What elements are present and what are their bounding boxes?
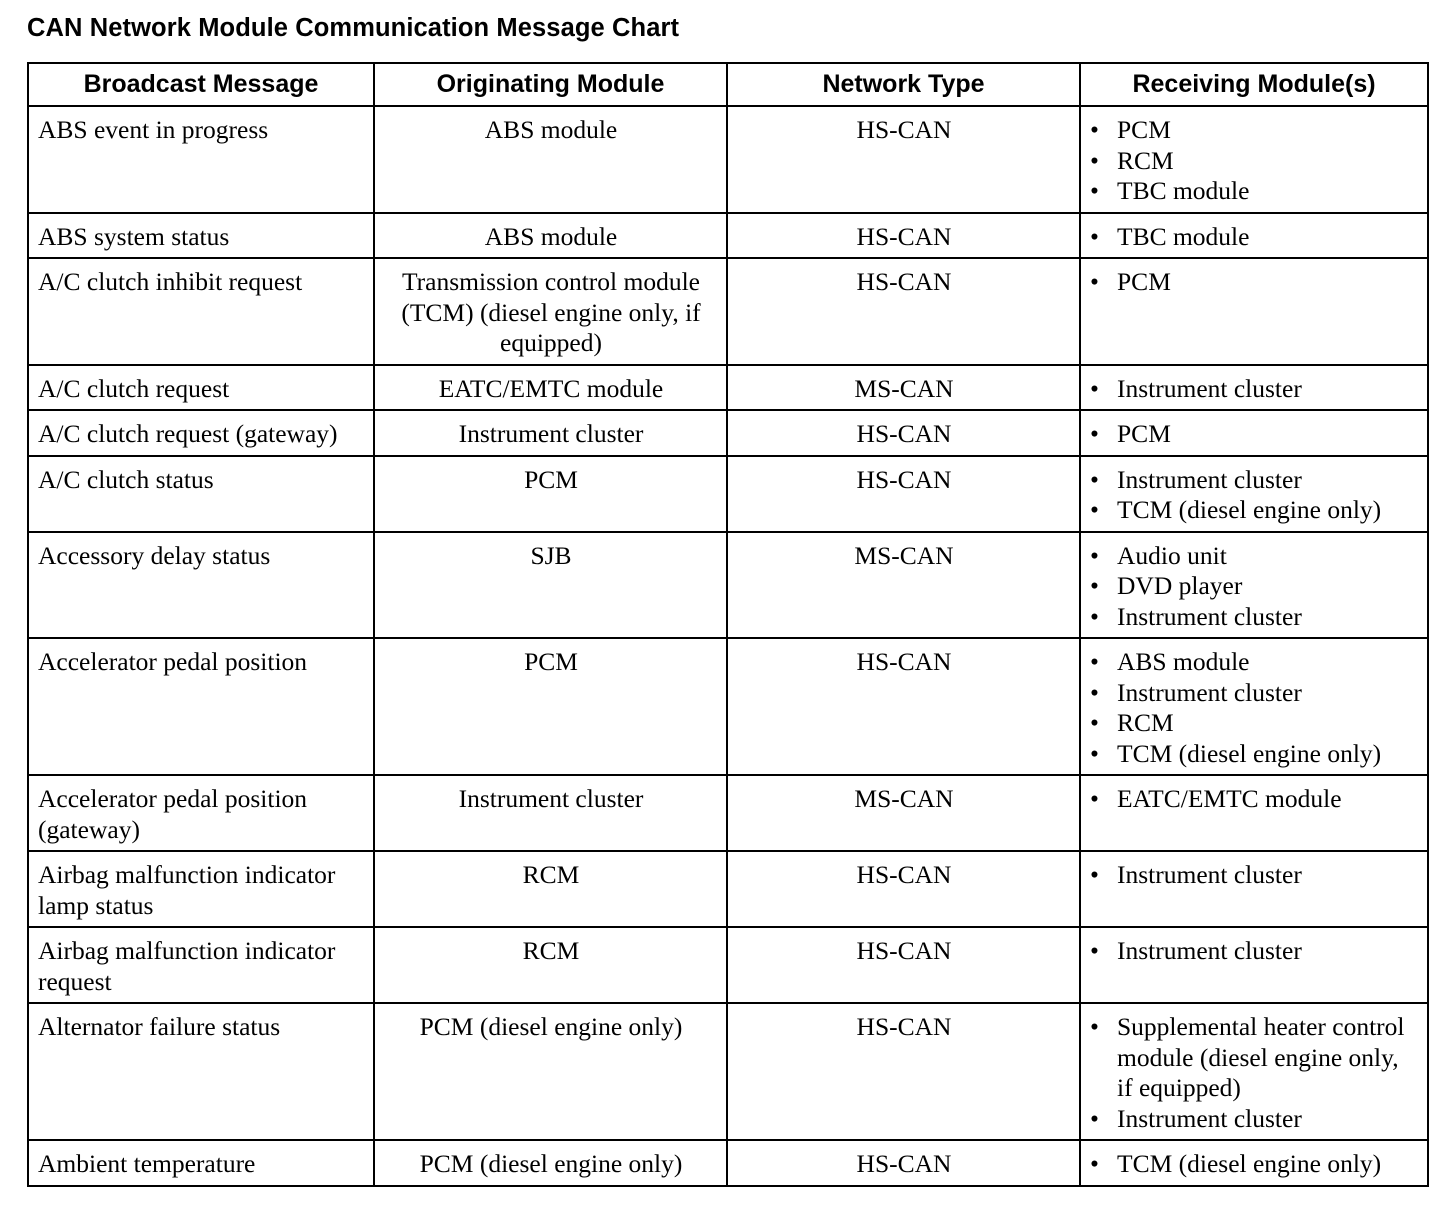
receiving-modules-list [1090, 419, 1419, 450]
table-row [28, 258, 1428, 365]
table-row [28, 213, 1428, 259]
bullet-icon: • [1090, 647, 1099, 676]
broadcast-message-cell: Accelerator pedal position (gateway) [28, 775, 374, 851]
receiving-modules-list [1090, 465, 1419, 526]
header-row [28, 63, 1428, 106]
receiving-module-name: RCM [1117, 145, 1174, 175]
receiving-module-name: Instrument cluster [1117, 601, 1302, 631]
broadcast-message-cell: Airbag malfunction indicator lamp status [28, 851, 374, 927]
receiving-module-name: DVD player [1117, 571, 1243, 600]
broadcast-message-cell: Accelerator pedal position [28, 638, 374, 775]
bullet-icon: • [1090, 373, 1099, 403]
receiving-module-name: PCM [1117, 115, 1171, 144]
list-item [1090, 222, 1419, 253]
table-row [28, 1003, 1428, 1140]
network-type-cell: HS-CAN [727, 1003, 1080, 1140]
originating-module-cell: PCM [374, 456, 727, 532]
network-type-cell: HS-CAN [727, 410, 1080, 456]
list-item [1090, 678, 1419, 709]
originating-module-cell: Instrument cluster [374, 410, 727, 456]
receiving-module-name: ABS module [1117, 647, 1250, 676]
list-item [1090, 784, 1419, 815]
originating-module-cell: ABS module [374, 213, 727, 259]
table-row [28, 1140, 1428, 1186]
receiving-module-name: TBC module [1117, 221, 1250, 251]
broadcast-message-cell: A/C clutch request (gateway) [28, 410, 374, 456]
bullet-icon: • [1090, 176, 1099, 205]
receiving-modules-cell [1080, 1140, 1428, 1186]
header-receiving-modules: Receiving Module(s) [1080, 63, 1428, 106]
list-item [1090, 860, 1419, 891]
table-row [28, 775, 1428, 851]
bullet-icon: • [1090, 738, 1099, 768]
table-row [28, 410, 1428, 456]
message-chart-table [27, 62, 1429, 1187]
bullet-icon: • [1090, 540, 1099, 570]
list-item [1090, 374, 1419, 405]
originating-module-cell: PCM (diesel engine only) [374, 1140, 727, 1186]
receiving-module-name: Supplemental heater control module (diesel engine only, if equipped) [1117, 1012, 1405, 1102]
list-item [1090, 1149, 1419, 1180]
list-item [1090, 708, 1419, 739]
bullet-icon: • [1090, 1012, 1099, 1041]
list-item [1090, 571, 1419, 602]
receiving-modules-list [1090, 1012, 1419, 1134]
receiving-module-name: Audio unit [1117, 540, 1227, 570]
receiving-module-name: RCM [1117, 708, 1174, 737]
bullet-icon: • [1090, 571, 1099, 600]
list-item [1090, 267, 1419, 298]
list-item [1090, 115, 1419, 146]
list-item [1090, 647, 1419, 678]
broadcast-message-cell: ABS system status [28, 213, 374, 259]
bullet-icon: • [1090, 860, 1099, 889]
receiving-module-name: EATC/EMTC module [1117, 784, 1342, 813]
header-network-type: Network Type [727, 63, 1080, 106]
receiving-modules-cell [1080, 1003, 1428, 1140]
bullet-icon: • [1090, 1149, 1099, 1178]
bullet-icon: • [1090, 495, 1099, 524]
table-row [28, 927, 1428, 1003]
receiving-modules-list [1090, 936, 1419, 967]
receiving-modules-cell [1080, 258, 1428, 365]
table-body [28, 106, 1428, 1186]
receiving-modules-cell [1080, 456, 1428, 532]
originating-module-cell: SJB [374, 532, 727, 639]
network-type-cell: HS-CAN [727, 1140, 1080, 1186]
header-broadcast-message: Broadcast Message [28, 63, 374, 106]
network-type-cell: MS-CAN [727, 532, 1080, 639]
receiving-module-name: Instrument cluster [1117, 373, 1302, 403]
network-type-cell: HS-CAN [727, 456, 1080, 532]
page-title: CAN Network Module Communication Message Chart [27, 14, 680, 42]
bullet-icon: • [1090, 267, 1099, 296]
receiving-modules-cell [1080, 410, 1428, 456]
network-type-cell: HS-CAN [727, 106, 1080, 213]
receiving-modules-cell [1080, 365, 1428, 411]
list-item [1090, 739, 1419, 770]
table-row [28, 851, 1428, 927]
receiving-modules-list [1090, 784, 1419, 815]
receiving-modules-cell [1080, 927, 1428, 1003]
broadcast-message-cell: A/C clutch status [28, 456, 374, 532]
receiving-modules-list [1090, 222, 1419, 253]
list-item [1090, 936, 1419, 967]
receiving-modules-list [1090, 267, 1419, 298]
receiving-module-name: TCM (diesel engine only) [1117, 495, 1382, 524]
receiving-modules-cell [1080, 532, 1428, 639]
originating-module-cell: Transmission control module (TCM) (diesel engine only, if equipped) [374, 258, 727, 365]
originating-module-cell: PCM [374, 638, 727, 775]
list-item [1090, 419, 1419, 450]
receiving-module-name: TCM (diesel engine only) [1117, 738, 1382, 768]
bullet-icon: • [1090, 419, 1099, 448]
table-row [28, 365, 1428, 411]
receiving-modules-cell [1080, 775, 1428, 851]
table-row [28, 456, 1428, 532]
receiving-modules-cell [1080, 106, 1428, 213]
bullet-icon: • [1090, 464, 1099, 494]
receiving-modules-list [1090, 115, 1419, 207]
receiving-module-name: Instrument cluster [1117, 464, 1302, 494]
bullet-icon: • [1090, 936, 1099, 965]
receiving-modules-list [1090, 541, 1419, 633]
network-type-cell: HS-CAN [727, 638, 1080, 775]
bullet-icon: • [1090, 221, 1099, 251]
list-item [1090, 1104, 1419, 1135]
table-row [28, 532, 1428, 639]
broadcast-message-cell: Airbag malfunction indicator request [28, 927, 374, 1003]
receiving-module-name: PCM [1117, 267, 1171, 296]
network-type-cell: MS-CAN [727, 775, 1080, 851]
receiving-module-name: PCM [1117, 419, 1171, 448]
broadcast-message-cell: Ambient temperature [28, 1140, 374, 1186]
table-row [28, 638, 1428, 775]
list-item [1090, 146, 1419, 177]
receiving-modules-cell [1080, 638, 1428, 775]
receiving-module-name: TCM (diesel engine only) [1117, 1149, 1382, 1178]
broadcast-message-cell: Alternator failure status [28, 1003, 374, 1140]
list-item [1090, 541, 1419, 572]
originating-module-cell: EATC/EMTC module [374, 365, 727, 411]
receiving-module-name: Instrument cluster [1117, 677, 1302, 707]
originating-module-cell: Instrument cluster [374, 775, 727, 851]
bullet-icon: • [1090, 784, 1099, 813]
receiving-modules-list [1090, 374, 1419, 405]
bullet-icon: • [1090, 708, 1099, 737]
originating-module-cell: ABS module [374, 106, 727, 213]
broadcast-message-cell: Accessory delay status [28, 532, 374, 639]
originating-module-cell: RCM [374, 851, 727, 927]
receiving-module-name: Instrument cluster [1117, 1103, 1302, 1133]
bullet-icon: • [1090, 677, 1099, 707]
receiving-modules-cell [1080, 213, 1428, 259]
list-item [1090, 495, 1419, 526]
list-item [1090, 465, 1419, 496]
list-item [1090, 602, 1419, 633]
receiving-modules-list [1090, 647, 1419, 769]
bullet-icon: • [1090, 601, 1099, 631]
network-type-cell: HS-CAN [727, 258, 1080, 365]
originating-module-cell: RCM [374, 927, 727, 1003]
header-originating-module: Originating Module [374, 63, 727, 106]
receiving-modules-list [1090, 860, 1419, 891]
receiving-module-name: Instrument cluster [1117, 860, 1302, 889]
originating-module-cell: PCM (diesel engine only) [374, 1003, 727, 1140]
bullet-icon: • [1090, 145, 1099, 175]
receiving-module-name: TBC module [1117, 176, 1250, 205]
network-type-cell: MS-CAN [727, 365, 1080, 411]
receiving-modules-cell [1080, 851, 1428, 927]
network-type-cell: HS-CAN [727, 213, 1080, 259]
receiving-modules-list [1090, 1149, 1419, 1180]
network-type-cell: HS-CAN [727, 851, 1080, 927]
list-item [1090, 176, 1419, 207]
broadcast-message-cell: A/C clutch request [28, 365, 374, 411]
broadcast-message-cell: ABS event in progress [28, 106, 374, 213]
receiving-module-name: Instrument cluster [1117, 936, 1302, 965]
network-type-cell: HS-CAN [727, 927, 1080, 1003]
bullet-icon: • [1090, 115, 1099, 144]
bullet-icon: • [1090, 1103, 1099, 1133]
list-item [1090, 1012, 1419, 1104]
table-row [28, 106, 1428, 213]
broadcast-message-cell: A/C clutch inhibit request [28, 258, 374, 365]
